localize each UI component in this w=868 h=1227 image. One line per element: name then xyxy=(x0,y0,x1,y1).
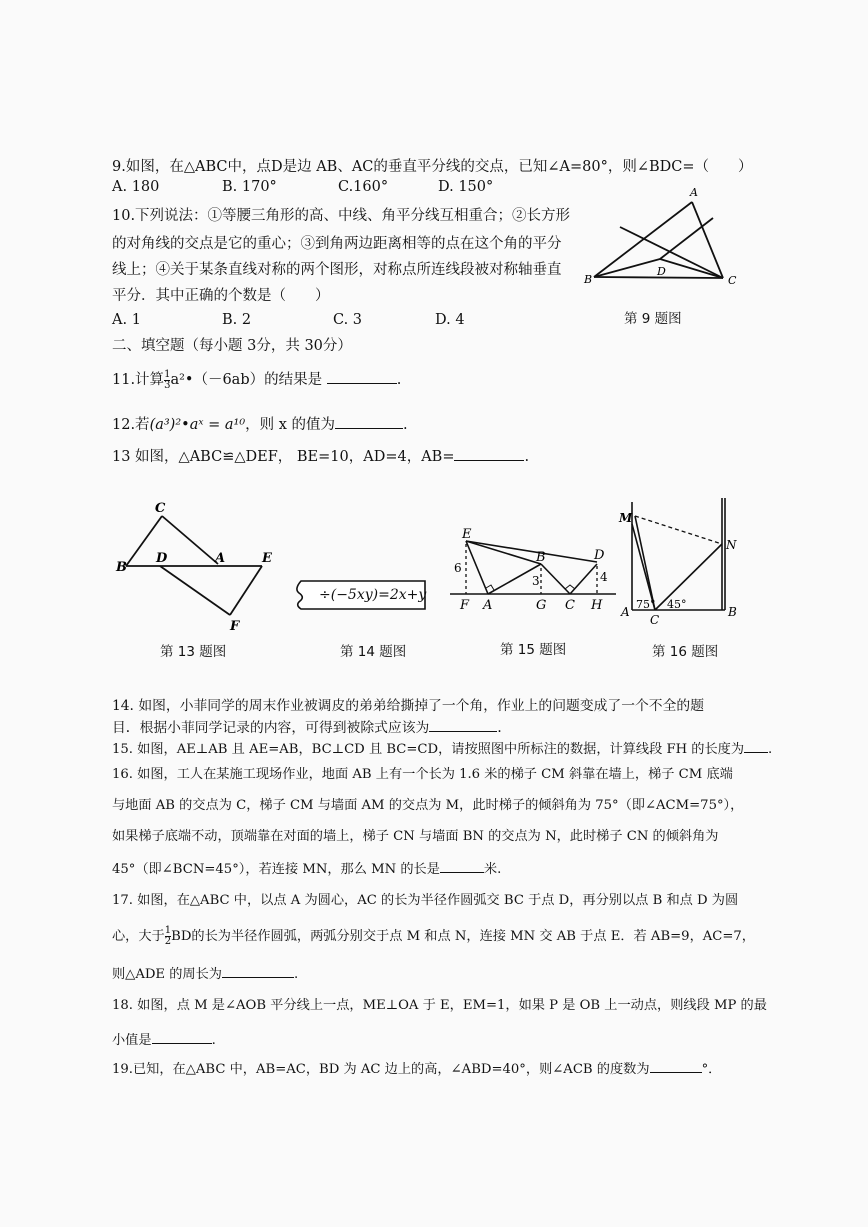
fig13-label-b: B xyxy=(116,560,127,575)
fig15-label-a: A xyxy=(483,598,493,613)
question-17-line-2: 心，大于 $\frac{1}{2}$ BD的长为半径作圆弧，两弧分别交于点 M 和点 N，连接 MN 交 AB 于点 E．若 AB=9，AC=7， xyxy=(112,925,755,947)
figure-13-caption: 第 13 题图 xyxy=(160,644,227,660)
q10-option-a: A. 1 xyxy=(112,312,141,328)
q11-fraction: $\frac{1}{3}$ xyxy=(164,368,171,391)
question-9-text: 9.如图，在△ABC中，点D是边 AB、AC的垂直平分线的交点，已知∠A=80°，则∠BDC=（ ） xyxy=(112,159,753,175)
q17-answer-blank[interactable] xyxy=(222,963,294,978)
question-15: 15. 如图，AE⊥AB 且 AE=AB，BC⊥CD 且 BC=CD，请按照图中所标注的数据，计算线段 FH 的长度为 . xyxy=(112,738,772,760)
figure-15 xyxy=(446,522,621,617)
fig15-label-f: F xyxy=(460,598,470,613)
q10-option-c: C. 3 xyxy=(333,312,363,328)
fig15-label-4: 4 xyxy=(600,570,608,584)
figure-13 xyxy=(112,496,282,636)
fig13-label-c: C xyxy=(155,501,166,516)
q9-option-a: A. 180 xyxy=(112,179,160,195)
fig16-label-b: B xyxy=(728,605,737,619)
fig15-label-b: B xyxy=(536,550,546,565)
fig15-label-c: C xyxy=(565,598,575,613)
q13-answer-blank[interactable] xyxy=(454,446,524,461)
question-10-line-1: 10.下列说法：①等腰三角形的高、中线、角平分线互相重合；②长方形 xyxy=(112,208,571,224)
question-18-line-2: 小值是 . xyxy=(112,1029,216,1051)
question-17-line-3: 则△ADE 的周长为 . xyxy=(112,963,298,985)
fig13-label-a: A xyxy=(215,551,226,566)
question-10-line-4: 平分．其中正确的个数是（ ） xyxy=(112,288,330,304)
fig16-label-c: C xyxy=(650,613,660,627)
question-14-line-2: 目．根据小菲同学记录的内容，可得到被除式应该为 ． xyxy=(112,717,511,738)
q16-answer-blank[interactable] xyxy=(440,858,484,873)
q10-option-b: B. 2 xyxy=(222,312,252,328)
q15-answer-blank[interactable] xyxy=(744,738,768,753)
q18-answer-blank[interactable] xyxy=(152,1029,212,1044)
question-16-line-3: 如果梯子底端不动，顶端靠在对面的墙上，梯子 CN 与墙面 BN 的交点为 N，此时梯子 CN 的倾斜角为 xyxy=(112,829,719,844)
question-10-line-3: 线上；④关于某条直线对称的两个图形，对称点所连线段被对称轴垂直 xyxy=(112,262,562,278)
question-19: 19.已知，在△ABC 中，AB=AC，BD 为 AC 边上的高，∠ABD=40°，则∠ACB 的度数为 °． xyxy=(112,1058,721,1080)
figure-14-caption: 第 14 题图 xyxy=(340,644,407,660)
fig15-label-h: H xyxy=(591,598,603,613)
fig15-label-3: 3 xyxy=(532,574,540,588)
question-16-line-4: 45°（即∠BCN=45°），若连接 MN，那么 MN 的长是 米. xyxy=(112,858,501,880)
fig9-label-b: B xyxy=(584,273,593,286)
fig15-label-6: 6 xyxy=(454,561,462,575)
fig13-label-f: F xyxy=(230,619,240,634)
question-10-line-2: 的对角线的交点是它的重心；③到角两边距离相等的点在这个角的平分 xyxy=(112,236,562,252)
q12-expression: (a³)²•aˣ = a¹⁰ xyxy=(149,417,246,433)
question-13: 13 如图，△ABC≌△DEF， BE=10，AD=4，AB= . xyxy=(112,446,529,467)
question-16-line-2: 与地面 AB 的交点为 C，梯子 CM 与墙面 AM 的交点为 M，此时梯子的倾斜角为 75°（即∠ACM=75°）， xyxy=(112,798,744,813)
fig9-label-a: A xyxy=(690,186,698,199)
section-2-heading: 二、填空题（每小题 3分，共 30分） xyxy=(112,338,352,354)
fig16-label-n: N xyxy=(726,538,737,552)
q9-option-c: C.160° xyxy=(338,179,389,195)
fig15-label-g: G xyxy=(536,598,547,613)
figure-16 xyxy=(615,494,745,629)
fig9-label-d: D xyxy=(657,265,666,278)
q9-option-d: D. 150° xyxy=(438,179,494,195)
q11-answer-blank[interactable] xyxy=(327,369,397,384)
question-11: 11.计算 $\frac{1}{3}$ a²•（－6ab）的结果是 . xyxy=(112,368,402,391)
q10-option-d: D. 4 xyxy=(435,312,465,328)
q14-answer-blank[interactable] xyxy=(429,717,497,732)
fig15-label-d: D xyxy=(594,548,605,563)
q11-mid: a²•（－6ab）的结果是 xyxy=(170,372,323,388)
figure-16-caption: 第 16 题图 xyxy=(652,644,719,660)
q12-answer-blank[interactable] xyxy=(335,414,403,429)
fig13-label-e: E xyxy=(262,551,272,566)
question-16-line-1: 16. 如图，工人在某施工现场作业，地面 AB 上有一个长为 1.6 米的梯子 CM 斜靠在墙上，梯子 CM 底端 xyxy=(112,767,733,782)
q17-fraction: $\frac{1}{2}$ xyxy=(164,925,172,947)
question-12: 12.若(a³)²•aˣ = a¹⁰，则 x 的值为 . xyxy=(112,414,408,435)
figure-15-caption: 第 15 题图 xyxy=(500,642,567,658)
figure-14-expression: ÷(−5xy)=2x+y xyxy=(319,587,427,603)
figure-9 xyxy=(580,185,750,295)
fig9-label-c: C xyxy=(728,274,737,287)
fig16-angle-75: 75° xyxy=(636,598,656,611)
fig13-label-d: D xyxy=(156,551,168,566)
fig16-label-a: A xyxy=(621,605,630,619)
q19-answer-blank[interactable] xyxy=(650,1058,702,1073)
figure-9-caption: 第 9 题图 xyxy=(624,311,682,327)
q11-prefix: 11.计算 xyxy=(112,372,165,388)
fig16-angle-45: 45° xyxy=(667,598,687,611)
fig16-label-m: M xyxy=(619,511,633,525)
question-18-line-1: 18. 如图，点 M 是∠AOB 平分线上一点，ME⊥OA 于 E，EM=1，如果 P 是 OB 上一动点，则线段 MP 的最 xyxy=(112,998,767,1013)
question-14-line-1: 14. 如图，小菲同学的周末作业被调皮的弟弟给撕掉了一个角，作业上的问题变成了一个不全的题 xyxy=(112,698,704,714)
q9-option-b: B. 170° xyxy=(222,179,277,195)
fig15-label-e: E xyxy=(462,527,472,542)
question-17-line-1: 17. 如图，在△ABC 中，以点 A 为圆心，AC 的长为半径作圆弧交 BC 于点 D，再分别以点 B 和点 D 为圆 xyxy=(112,893,739,908)
